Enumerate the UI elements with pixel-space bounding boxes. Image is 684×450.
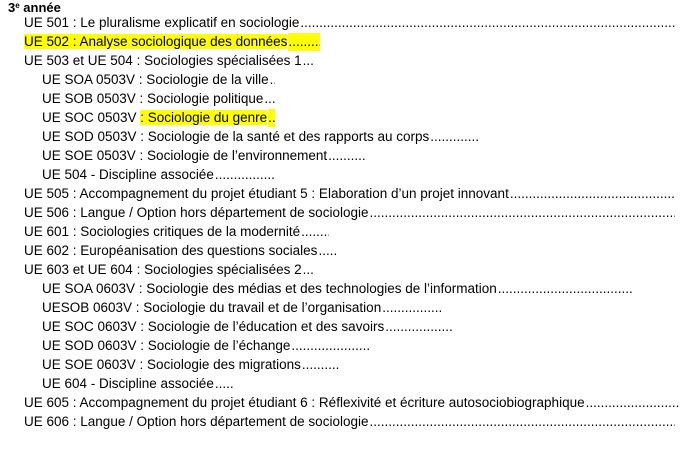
dot-leader (382, 299, 442, 317)
toc-entry-label: UE SOD 0503V : Sociologie de la santé et des rapports au corps (42, 129, 430, 144)
toc-entry-sod-0503v[interactable] (42, 127, 480, 146)
dot-leader-highlighted (288, 33, 320, 51)
toc-entry-label: UE SOE 0503V : Sociologie de l’environnement (42, 148, 328, 163)
toc-entry-ue-503-504[interactable] (24, 51, 315, 70)
dot-leader (385, 318, 452, 336)
dot-leader (300, 14, 675, 32)
dot-leader (369, 413, 675, 431)
dot-leader (510, 185, 675, 203)
toc-entry-label: UE 601 : Sociologies critiques de la modernité (24, 224, 301, 239)
toc-entry-code: UE SOC 0503V (42, 110, 141, 125)
toc-entry-soe-0603v[interactable] (42, 355, 340, 374)
toc-entry-soa-0503v[interactable] (42, 70, 275, 89)
heading-text: année (19, 0, 61, 15)
toc-entry-ue-602[interactable] (24, 241, 337, 260)
toc-entry-ue-505[interactable] (24, 184, 675, 203)
dot-leader (498, 280, 632, 298)
dot-leader (301, 223, 329, 241)
dot-leader (291, 337, 370, 355)
toc-entry-ue-601[interactable] (24, 222, 329, 241)
dot-leader (264, 90, 275, 108)
toc-entry-label: UESOB 0603V : Sociologie du travail et de l’organisation (42, 300, 382, 315)
toc-entry-ue-604-discipline[interactable] (42, 374, 234, 393)
toc-entry-label: UE SOC 0603V : Sociologie de l’éducation et des savoirs (42, 319, 385, 334)
toc-entry-ue-501[interactable] (24, 13, 675, 32)
toc-entry-label: UE 505 : Accompagnement du projet étudiant 5 : Elaboration d’un projet innovant (24, 186, 509, 201)
toc-entry-sob-0503v[interactable] (42, 89, 275, 108)
toc-entry-label: UE 503 et UE 504 : Sociologies spécialisées 1 (24, 53, 302, 68)
toc-entry-label: UE SOA 0503V : Sociologie de la ville (42, 72, 269, 87)
toc-entry-ue-603-604[interactable] (24, 260, 315, 279)
dot-leader (328, 147, 367, 165)
toc-entry-label: UE 501 : Le pluralisme explicatif en sociologie (24, 15, 300, 30)
toc-entry-label: UE 602 : Européanisation des questions sociales (24, 243, 318, 258)
toc-entry-label (42, 109, 267, 127)
toc-entry-label-highlighted (24, 33, 287, 51)
toc-entry-sod-0603v[interactable] (42, 336, 370, 355)
toc-entry-soe-0503v[interactable] (42, 146, 367, 165)
dot-leader (303, 261, 315, 279)
dot-leader (586, 394, 680, 412)
highlighted-text: : Sociologie du genre (140, 110, 268, 125)
toc-entry-label: UE 603 et UE 604 : Sociologies spécialisées 2 (24, 262, 302, 277)
toc-entry-soc-0603v[interactable] (42, 317, 452, 336)
toc-entry-sob-0603v[interactable] (42, 298, 442, 317)
heading-number: 3 (8, 0, 16, 15)
toc-entry-label: UE SOB 0503V : Sociologie politique (42, 91, 264, 106)
heading-superscript: e (15, 1, 20, 10)
toc-entry-label: UE 504 - Discipline associée (42, 167, 214, 182)
toc-entry-label: UE SOD 0603V : Sociologie de l’échange (42, 338, 291, 353)
dot-leader (302, 356, 340, 374)
dot-leader (369, 204, 675, 222)
toc-entry-label: UE 605 : Accompagnement du projet étudiant 6 : Réflexivité et écriture autosociobiographique (24, 395, 585, 410)
toc-entry-ue-502[interactable] (24, 32, 320, 51)
toc-entry-label: UE SOE 0603V : Sociologie des migrations (42, 357, 301, 372)
toc-entry-ue-606[interactable] (24, 412, 675, 431)
highlighted-text: UE 502 : Analyse sociologique des données (24, 34, 288, 49)
dot-leader (215, 375, 234, 393)
dot-leader (270, 71, 275, 89)
toc-entry-label: UE SOA 0603V : Sociologie des médias et des technologies de l’information (42, 281, 497, 296)
toc-entry-soc-0503v[interactable] (42, 108, 275, 127)
toc-entry-label: UE 506 : Langue / Option hors département de sociologie (24, 205, 369, 220)
toc-entry-ue-506[interactable] (24, 203, 675, 222)
dot-leader-highlighted (268, 109, 275, 127)
toc-entry-soa-0603v[interactable] (42, 279, 632, 298)
toc-entry-label: UE 604 - Discipline associée (42, 376, 214, 391)
dot-leader (430, 128, 480, 146)
toc-entry-ue-504-discipline[interactable] (42, 165, 275, 184)
dot-leader (303, 52, 315, 70)
dot-leader (318, 242, 337, 260)
toc-entry-ue-605[interactable] (24, 393, 680, 412)
dot-leader (215, 166, 275, 184)
toc-entry-label: UE 606 : Langue / Option hors département de sociologie (24, 414, 369, 429)
